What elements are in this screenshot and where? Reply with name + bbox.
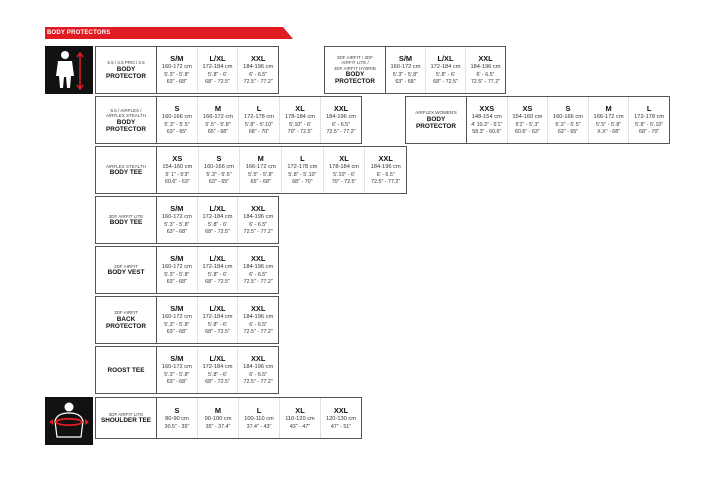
size-inch: X.X" - 68" <box>597 129 621 136</box>
size-column <box>466 47 505 93</box>
size-inch: 70" - 72.5" <box>331 179 357 186</box>
page-title: BODY PROTECTORS <box>47 30 111 36</box>
size-inch: 5'.3" - 5'.8" <box>392 71 419 78</box>
size-column <box>282 147 324 193</box>
size-label: XXL <box>378 154 393 164</box>
size-cm: 184-196 cm <box>243 264 274 271</box>
body-protector-icon <box>45 46 93 94</box>
table-label <box>96 398 157 438</box>
label-title: BODY TEE <box>109 169 143 177</box>
size-table-roost-tee <box>95 346 279 394</box>
size-label: S/M <box>170 54 184 64</box>
size-inch: 5'.8" - 6' <box>208 71 227 78</box>
size-inch: 5'.8" - 6' <box>208 321 227 328</box>
size-cm: 172-184 cm <box>430 64 461 71</box>
size-label: M <box>214 406 222 415</box>
size-inch: 35" - 37.4" <box>205 423 231 430</box>
label-title: BODY <box>116 65 136 73</box>
size-cm: 172-184 cm <box>202 214 233 221</box>
size-label: L <box>256 406 262 415</box>
size-column <box>238 297 278 343</box>
size-label: S <box>565 104 571 114</box>
size-column <box>239 398 280 438</box>
size-table-body-protector-55 <box>95 46 279 94</box>
size-inch: 5'.3" - 5'.5" <box>164 121 190 128</box>
size-column <box>198 297 239 343</box>
size-label: L <box>646 104 652 114</box>
size-inch: 63" - 65" <box>557 129 579 136</box>
size-inch: 63" - 68" <box>166 79 187 86</box>
size-label: L/XL <box>209 304 226 314</box>
size-label: XL <box>339 154 349 164</box>
size-label: M <box>605 104 612 114</box>
size-label: S <box>216 154 222 164</box>
label-subtitle: 3DF AIRFIT / 3DF <box>337 54 373 60</box>
size-cm: 160-172 cm <box>161 314 192 321</box>
size-cm: 172-178 cm <box>634 114 665 121</box>
size-inch: 47" - 51" <box>330 423 352 430</box>
size-label: XXS <box>479 104 495 114</box>
size-column <box>157 197 198 243</box>
size-cm: 160-166 cm <box>552 114 583 121</box>
size-column <box>157 347 198 393</box>
size-inch: 68" - 72.5" <box>433 79 458 86</box>
size-column <box>365 147 406 193</box>
label-title: BODY <box>426 115 446 123</box>
size-inch: 72.5" - 77.2" <box>326 129 356 136</box>
size-column <box>198 197 239 243</box>
size-cm: 184-196 cm <box>325 114 357 121</box>
size-column <box>238 247 278 293</box>
table-label <box>96 347 157 393</box>
size-cm: 110-120 cm <box>285 416 315 422</box>
size-label: XL <box>295 406 305 415</box>
size-inch: 58.3" - 60.6" <box>472 129 502 136</box>
size-label: S/M <box>170 354 184 364</box>
size-cm: 160-172 cm <box>161 64 192 71</box>
label-title: BODY <box>116 118 136 126</box>
size-inch: 5'.10" - 6' <box>289 121 311 128</box>
size-cm: 160-172 cm <box>161 214 192 221</box>
size-inch: 72.5" - 77.2" <box>243 79 273 86</box>
size-label: XXL <box>250 354 266 364</box>
size-inch: 5'.5" - 5'.8" <box>248 171 274 178</box>
size-inch: 68" - 72.5" <box>205 229 230 236</box>
size-cm: 100-110 cm <box>244 416 274 422</box>
size-column <box>238 197 278 243</box>
size-inch: 5'.8" - 6' <box>436 71 455 78</box>
size-inch: 5'.8" - 5'.10" <box>635 121 664 128</box>
label-title: PROTECTOR <box>105 125 146 133</box>
size-column <box>238 347 278 393</box>
label-subtitle: 6.5 / AIRFLEX / <box>110 107 142 113</box>
size-cm: 154-160 cm <box>162 164 193 171</box>
label-title: BODY <box>345 71 365 79</box>
size-inch: 65" - 68" <box>250 179 271 186</box>
size-column <box>157 297 198 343</box>
size-inch: 70" - 72.5" <box>287 129 313 136</box>
size-cm: 184-196 cm <box>243 314 274 321</box>
size-inch: 6' - 6.5" <box>476 71 495 78</box>
size-cm: 172-184 cm <box>202 264 233 271</box>
size-column <box>589 97 630 143</box>
table-label <box>96 97 157 143</box>
label-subtitle: 3DF AIRFIT LITE <box>108 411 144 417</box>
size-inch: 68" - 70" <box>292 179 313 186</box>
size-cm: 184-196 cm <box>243 214 274 221</box>
label-title: SHOULDER TEE <box>100 417 152 425</box>
size-cm: 80-90 cm <box>165 416 189 422</box>
size-cm: 166-172 cm <box>202 114 234 121</box>
table-label <box>96 47 157 93</box>
size-inch: 72.5" - 77.2" <box>243 229 273 236</box>
size-label: S/M <box>170 254 184 264</box>
size-cm: 160-172 cm <box>161 364 192 371</box>
label-title: ROOST TEE <box>107 366 145 374</box>
size-inch: 6' - 6.5" <box>249 71 268 78</box>
size-inch: 63" - 65" <box>166 129 188 136</box>
size-cm: 172-178 cm <box>243 114 275 121</box>
size-column <box>199 147 241 193</box>
size-inch: 68" - 72.5" <box>205 379 230 386</box>
size-inch: 5'.3" - 5'.8" <box>164 271 190 278</box>
size-inch: 63" - 65" <box>208 179 230 186</box>
size-table-3df-airfit-lite-body-tee <box>95 196 279 244</box>
size-inch: 68" - 70" <box>248 129 270 136</box>
size-label: M <box>257 154 264 164</box>
table-label <box>406 97 467 143</box>
size-column <box>508 97 549 143</box>
size-inch: 6' - 6.5" <box>249 371 268 378</box>
size-label: S <box>174 406 180 415</box>
size-inch: 30.5" - 35" <box>164 423 190 430</box>
size-column <box>198 398 239 438</box>
size-column <box>157 147 199 193</box>
size-inch: 68" - 72.5" <box>205 329 230 336</box>
size-cm: 178-184 cm <box>284 114 316 121</box>
size-label: XS <box>172 154 183 164</box>
size-cm: 172-184 cm <box>202 314 233 321</box>
size-inch: 5'.3" - 5'.5" <box>206 171 232 178</box>
size-column <box>324 147 366 193</box>
size-column <box>321 97 361 143</box>
size-column <box>321 398 361 438</box>
size-label: M <box>214 104 222 114</box>
size-column <box>157 398 198 438</box>
label-subtitle: 3DF AIRFIT LITE <box>108 213 144 219</box>
size-table-3df-airfit-body-protector <box>324 46 506 94</box>
size-label: L <box>256 104 262 114</box>
size-cm: 160-172 cm <box>161 264 192 271</box>
size-column <box>240 147 282 193</box>
size-table-airflex-stealth-body-tee <box>95 146 407 194</box>
size-inch: 6' - 6.5" <box>249 321 268 328</box>
size-inch: 5'.8" - 5'.10" <box>244 121 274 128</box>
size-inch: 5'.8" - 6' <box>208 371 227 378</box>
size-inch: 5'.8" - 6' <box>208 271 227 278</box>
size-inch: 60.6" - 63" <box>165 179 190 186</box>
size-column <box>629 97 669 143</box>
size-inch: 5'.3" - 5'.8" <box>164 371 190 378</box>
size-column <box>280 398 321 438</box>
size-label: XXL <box>250 54 266 64</box>
size-inch: 63" - 68" <box>166 329 187 336</box>
size-column <box>157 247 198 293</box>
size-label: XXL <box>333 406 349 415</box>
size-table-3df-airfit-back-protector <box>95 296 279 344</box>
label-title: PROTECTOR <box>334 78 375 86</box>
table-label <box>325 47 386 93</box>
size-label: XXL <box>333 104 349 114</box>
size-column <box>198 347 239 393</box>
size-label: S/M <box>170 304 184 314</box>
size-cm: 148-154 cm <box>471 114 502 121</box>
label-subtitle: AIRFLEX WOMEN'S <box>415 110 457 116</box>
size-inch: 72.5" - 77.2" <box>371 179 401 186</box>
size-table-airflex-body-protector <box>95 96 362 144</box>
size-inch: 6' - 6.5" <box>376 171 395 178</box>
size-cm: 160-166 cm <box>161 114 193 121</box>
size-cm: 184-196 cm <box>370 164 401 171</box>
size-inch: 4' 10.3" - 5'1" <box>471 121 503 128</box>
label-subtitle: AIRFLEX STEALTH <box>106 113 146 118</box>
size-inch: 63" - 68" <box>166 379 187 386</box>
size-inch: 63" - 68" <box>395 79 416 86</box>
size-inch: 72.5" - 77.2" <box>243 329 273 336</box>
label-subtitle: AIRFLEX STEALTH <box>106 163 146 169</box>
size-inch: 68" - 72.5" <box>205 79 230 86</box>
size-cm: 166-172 cm <box>593 114 624 121</box>
label-title: BODY TEE <box>109 219 143 227</box>
table-label <box>96 297 157 343</box>
size-column <box>157 47 198 93</box>
size-inch: 63" - 68" <box>166 229 187 236</box>
size-inch: 43" - 47" <box>289 423 311 430</box>
size-inch: 5'.3" - 5'.5" <box>555 121 581 128</box>
size-inch: 5'.3" - 5'.8" <box>164 221 190 228</box>
size-column <box>198 247 239 293</box>
label-subtitle: 3DF AIRFIT <box>114 310 138 316</box>
size-column <box>548 97 589 143</box>
size-column <box>467 97 508 143</box>
size-table-3df-airfit-body-vest <box>95 246 279 294</box>
size-inch: 5'.8" - 5'.10" <box>288 171 317 178</box>
size-inch: 60.6" - 63" <box>515 129 540 136</box>
size-inch: 68" - 72.5" <box>205 279 230 286</box>
size-label: S/M <box>398 54 413 64</box>
size-column <box>386 47 426 93</box>
size-cm: 120-130 cm <box>325 416 357 422</box>
size-label: XXL <box>250 204 266 214</box>
size-inch: 72.5" - 77.2" <box>243 379 273 386</box>
shoulder-tee-icon <box>45 397 93 445</box>
size-table-airflex-womens <box>405 96 670 144</box>
size-label: XXL <box>250 254 266 264</box>
label-title: PROTECTOR <box>105 322 146 330</box>
size-label: XL <box>295 104 305 114</box>
size-cm: 154-160 cm <box>512 114 543 121</box>
size-inch: 5'.5" - 5'.8" <box>595 121 622 128</box>
size-inch: 5'.3" - 5'.8" <box>164 321 190 328</box>
size-column <box>280 97 321 143</box>
label-title: PROTECTOR <box>415 122 456 130</box>
size-column <box>239 97 280 143</box>
label-title: BODY VEST <box>107 269 145 277</box>
size-cm: 184-196 cm <box>470 64 501 71</box>
size-label: L/XL <box>209 54 226 64</box>
size-label: XXL <box>478 54 493 64</box>
size-cm: 160-172 cm <box>390 64 421 71</box>
size-cm: 178-184 cm <box>329 164 360 171</box>
size-inch: 6' - 6.5" <box>249 221 268 228</box>
size-cm: 172-184 cm <box>202 64 233 71</box>
size-inch: 5'.10" - 6' <box>333 171 355 178</box>
label-title: PROTECTOR <box>105 72 146 80</box>
size-label: XS <box>522 104 533 114</box>
size-column <box>198 47 239 93</box>
size-column <box>426 47 466 93</box>
label-subtitle: 3DF AIRFIT <box>114 263 138 269</box>
size-label: XXL <box>250 304 266 314</box>
size-label: L/XL <box>209 354 226 364</box>
size-column <box>157 97 198 143</box>
size-inch: 5' 1" - 5'3" <box>165 171 190 178</box>
size-cm: 184-196 cm <box>243 64 274 71</box>
table-label <box>96 247 157 293</box>
size-inch: 5'.3" - 5'.8" <box>164 71 190 78</box>
size-inch: 68" - 70" <box>639 129 660 136</box>
size-table-shoulder-tee <box>95 397 362 439</box>
size-cm: 90-100 cm <box>204 416 232 422</box>
size-inch: 6' - 6.5" <box>249 271 268 278</box>
label-subtitle: AIRFIT LITE / <box>341 60 369 66</box>
size-inch: 63" - 68" <box>166 279 187 286</box>
size-label: L/XL <box>437 54 454 64</box>
size-inch: 72.5" - 77.2" <box>243 279 273 286</box>
size-cm: 172-184 cm <box>202 364 233 371</box>
size-label: S/M <box>170 204 184 214</box>
size-label: L/XL <box>209 254 226 264</box>
size-inch: 5'1" - 5'.3" <box>515 121 540 128</box>
size-label: L <box>300 154 305 164</box>
size-inch: 65" - 68" <box>207 129 229 136</box>
table-label <box>96 197 157 243</box>
size-column <box>238 47 278 93</box>
size-cm: 184-196 cm <box>243 364 274 371</box>
size-inch: 6' - 6.5" <box>332 121 350 128</box>
size-column <box>198 97 239 143</box>
label-subtitle: 3DF AIRFIT HYBRID <box>334 65 376 71</box>
size-cm: 166-172 cm <box>245 164 276 171</box>
size-label: S <box>174 104 180 114</box>
label-subtitle: 5.5 / 4.5 PRO / 3.5 <box>107 60 145 66</box>
size-inch: 5'.5" - 5'.8" <box>205 121 231 128</box>
label-title: BACK <box>116 315 136 323</box>
size-cm: 172-178 cm <box>287 164 318 171</box>
size-cm: 160-166 cm <box>203 164 235 171</box>
table-label <box>96 147 157 193</box>
size-inch: 72.5" - 77.2" <box>470 79 501 86</box>
size-inch: 37.4" - 43" <box>246 423 272 430</box>
size-label: L/XL <box>209 204 226 214</box>
size-inch: 5'.8" - 6' <box>208 221 227 228</box>
